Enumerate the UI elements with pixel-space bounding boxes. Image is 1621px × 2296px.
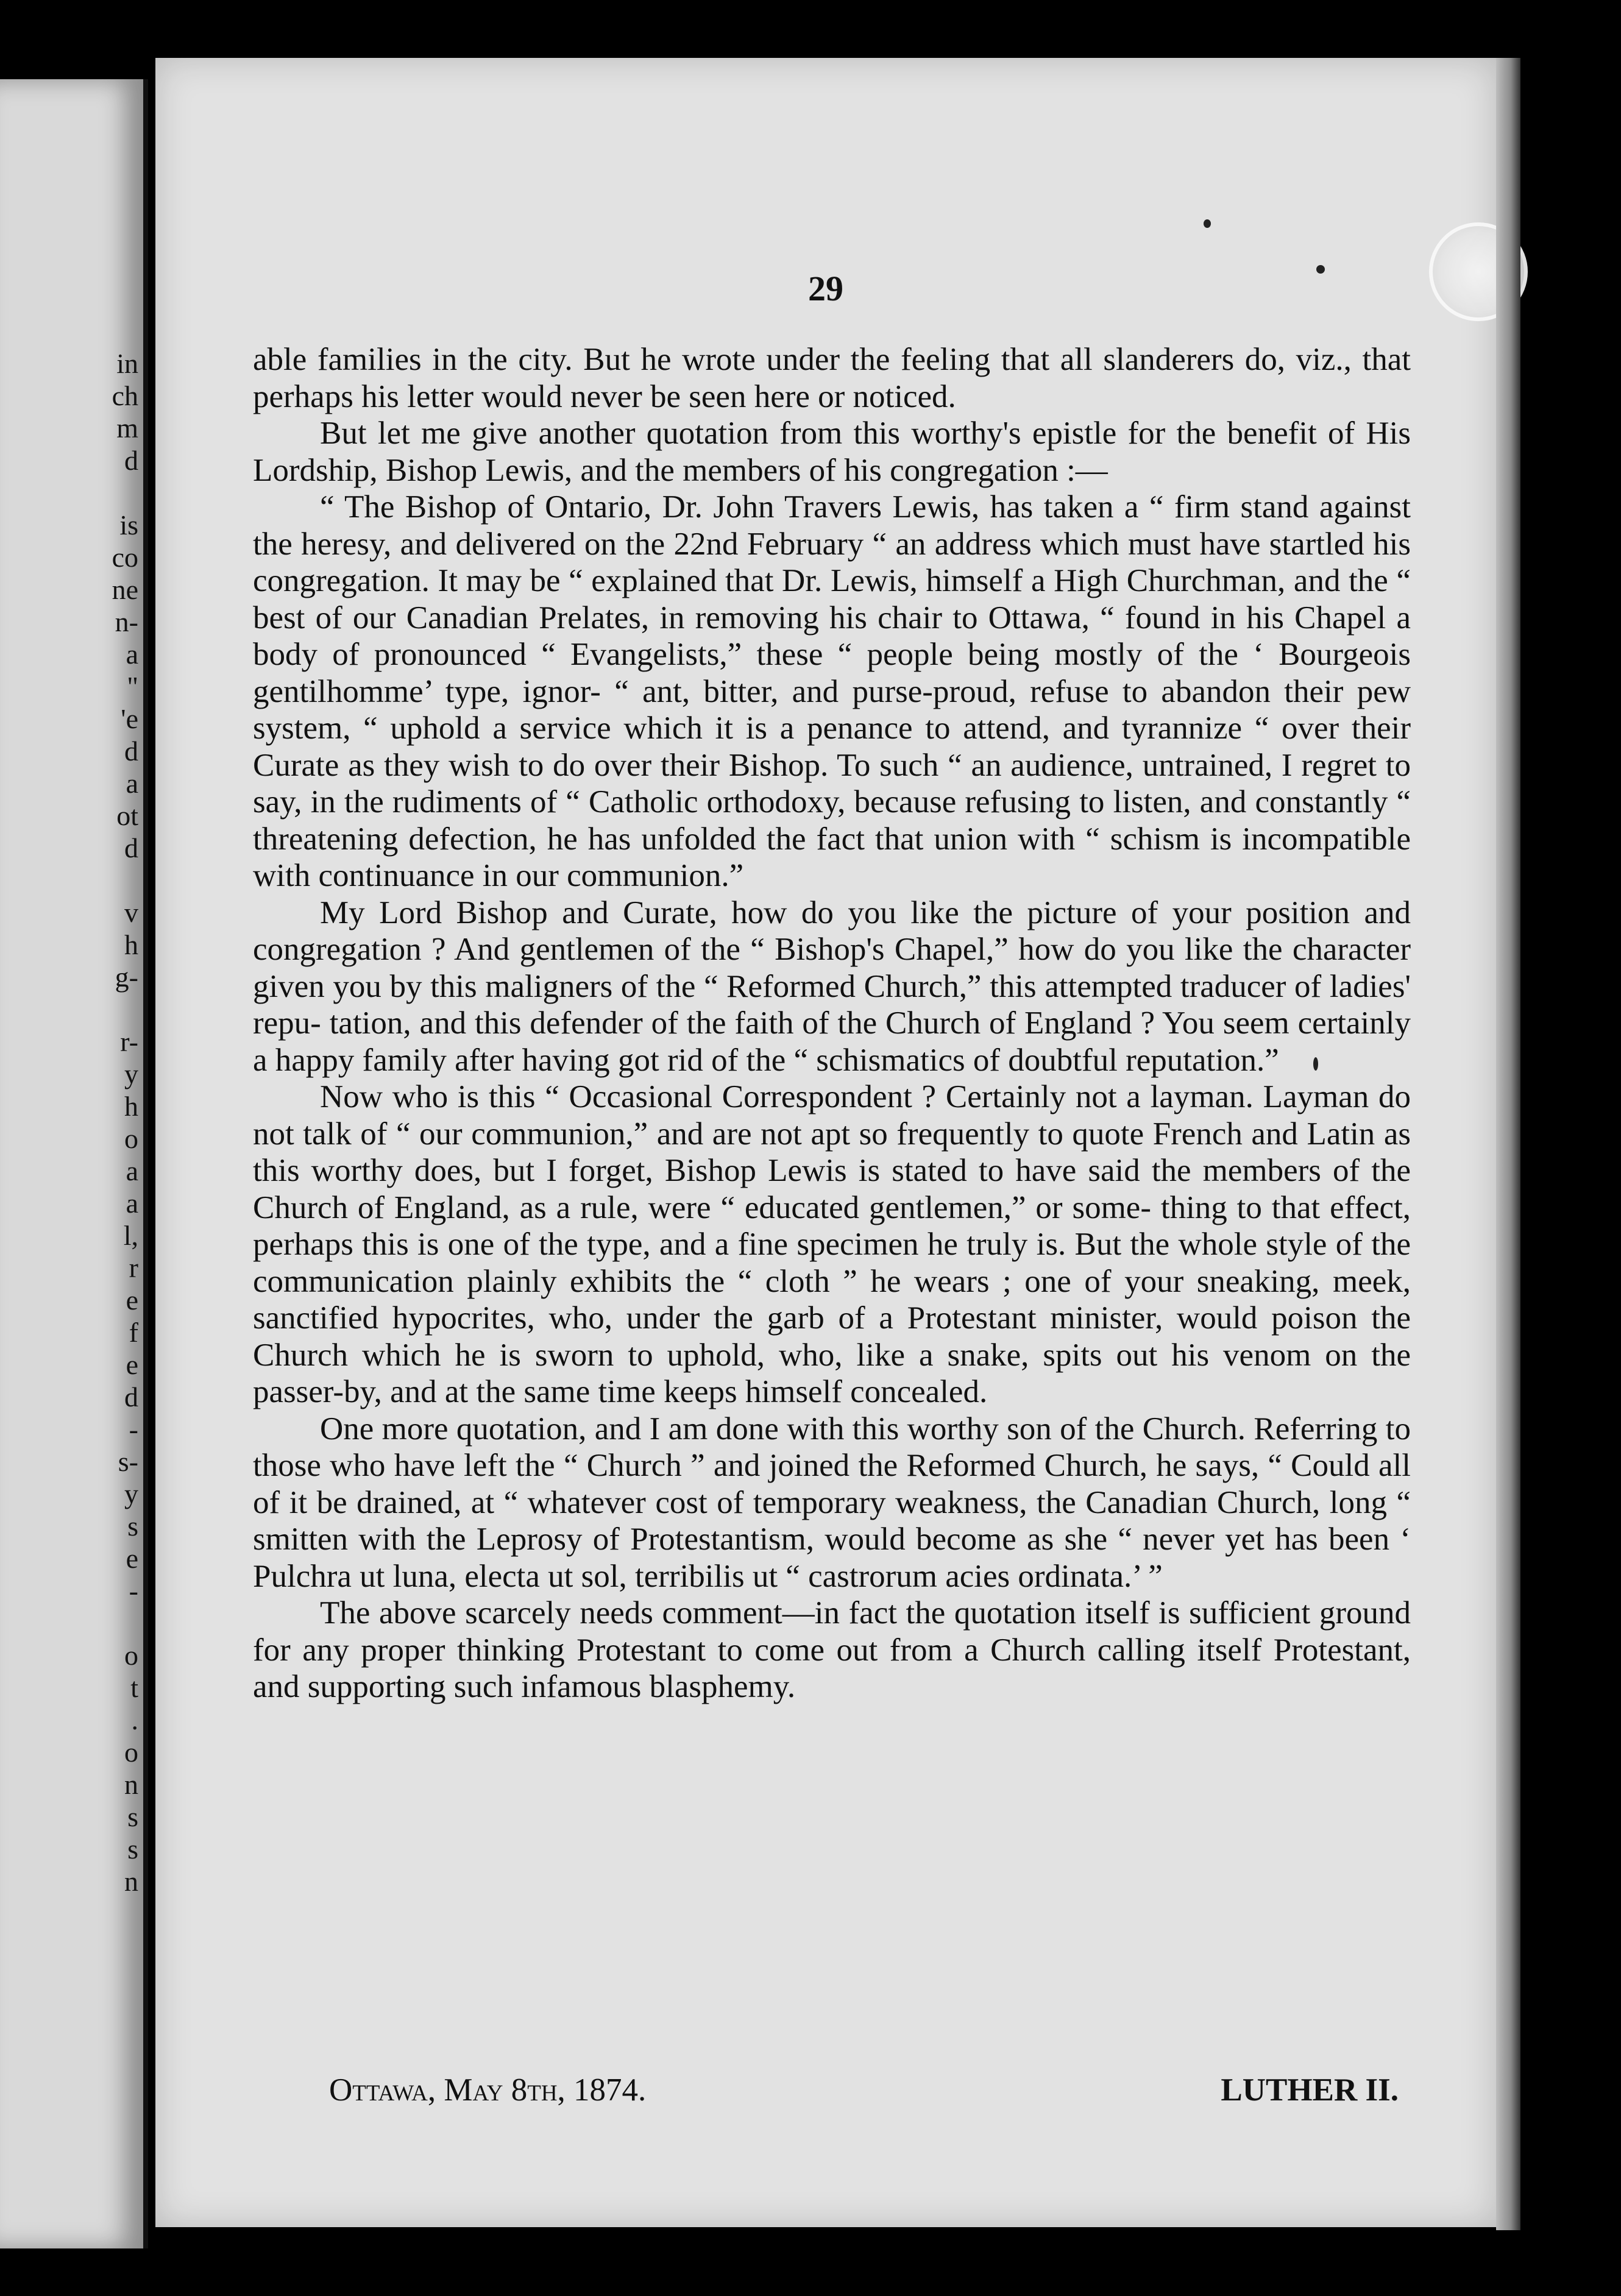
- left-page-margin-text: in ch m d is co ne n- a " 'e d a ot d v h g- r- y h o a a l, r e f e d - s- y s e - o t . o n s s n: [112, 348, 138, 1897]
- paragraph-7: The above scarcely needs comment—in fact the quotation itself is sufficient ground for any proper thinking Protestant to come out from a Church calling itself Protestant, and supporting such infamous blasphemy.: [253, 1595, 1411, 1704]
- left-facing-page: [0, 79, 148, 2248]
- page-edge: [1496, 58, 1520, 2230]
- signoff-author: LUTHER II.: [1221, 2072, 1399, 2108]
- print-speck: [1316, 265, 1325, 274]
- page-text: [253, 341, 1411, 1706]
- paragraph-5: Now who is this “ Occasional Correspondent ? Certainly not a layman. Layman do not talk of “ our communion,” and are not apt so frequently to quote French and Latin as this worthy does, but I forget, Bishop Lewis is stated to have said the members of the Church of England, as a rule, were “ educated gentlemen,” or some- thing to that effect, perhaps this is one of the type, and a fine specimen he truly is. But the whole style of the communication plainly exhibits the “ cloth ” he wears ; one of your sneaking, meek, sanctified hypocrites, who, under the garb of a Protestant minister, would poison the Church which he is sworn to uphold, who, like a snake, spits out his venom on the passer-by, and at the same time keeps himself concealed.: [253, 1079, 1411, 1409]
- book-page: [155, 58, 1496, 2227]
- print-speck: [1204, 219, 1211, 228]
- paragraph-1: able families in the city. But he wrote under the feeling that all slanderers do, viz., that perhaps his letter would never be seen here or noticed.: [253, 342, 1411, 414]
- print-speck: [1313, 1057, 1318, 1071]
- paragraph-2: But let me give another quotation from this worthy's epistle for the benefit of His Lordship, Bishop Lewis, and the members of his congregation :—: [253, 416, 1411, 488]
- paragraph-4: My Lord Bishop and Curate, how do you like the picture of your position and congregation ? And gentlemen of the “ Bishop's Chapel,” how do you like the character given you by this maligners of the “ Reformed Church,” this attempted traducer of ladies' repu- tation, and this defender of the faith of the Church of England ? You seem certainly a happy family after having got rid of the “ schismatics of doubtful reputation.”: [253, 895, 1411, 1078]
- signoff-place-date: Ottawa, May 8th, 1874.: [329, 2072, 647, 2108]
- paragraph-6: One more quotation, and I am done with this worthy son of the Church. Referring to those who have left the “ Church ” and joined the Reformed Church, he says, “ Could all of it be drained, at “ whatever cost of temporary weakness, the Canadian Church, long “ smitten with the Leprosy of Protestantism, would become as she “ never yet has been ‘ Pulchra ut luna, electa ut sol, terribilis ut “ castrorum acies ordinata.’ ”: [253, 1411, 1411, 1594]
- quoted-paragraph: “ The Bishop of Ontario, Dr. John Travers Lewis, has taken a “ firm stand against the heresy, and delivered on the 22nd February “ an address which must have startled his congregation. It may be “ explained that Dr. Lewis, himself a High Churchman, and the “ best of our Canadian Prelates, in removing his chair to Ottawa, “ found in his Chapel a body of pronounced “ Evangelists,” these “ people being mostly of the ‘ Bourgeois gentilhomme’ type, ignor- “ ant, bitter, and purse-proud, refuse to abandon their pew system, “ uphold a service which it is a penance to attend, and tyrannize “ over their Curate as they wish to do over their Bishop. To such “ an audience, untrained, I regret to say, in the rudiments of “ Catholic orthodoxy, because refusing to listen, and constantly “ threatening defection, he has unfolded the fact that union with “ schism is incompatible with continuance in our communion.”: [253, 489, 1411, 893]
- page-number: 29: [808, 269, 843, 308]
